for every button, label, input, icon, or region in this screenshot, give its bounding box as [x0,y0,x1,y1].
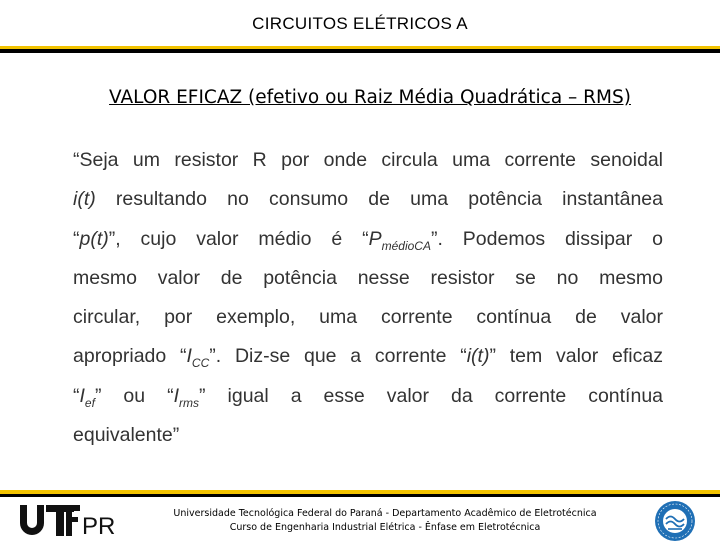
footer-institution [140,507,630,535]
quote-line: “Seja um resistor R por onde circula uma corrente senoidal [73,149,663,171]
svg-text:PR: PR [82,513,116,537]
footer-line-course: Curso de Engenharia Industrial Elétrica - Ênfase em Eletrotécnica [229,522,541,533]
department-seal-icon [654,500,696,542]
utfpr-logo [18,503,128,537]
quote-line: equivalente” [73,424,180,447]
quote-line: “$I_{ef}$” ou “$I_{rms}$” igual a esse valor da corrente contínua [73,384,664,410]
quote-line: apropriado “$I_{CC}$”. Diz-se que a corrente “i(t)” tem valor eficaz [73,345,663,371]
header-divider [0,49,720,53]
page-header-title: CIRCUITOS ELÉTRICOS A [252,14,468,33]
section-title: VALOR EFICAZ (efetivo ou Raiz Média Quadrática – RMS) [109,87,631,108]
quote-line: mesmo valor de potência nesse resistor se no mesmo [73,266,663,289]
quote-line: circular, por exemplo, uma corrente contínua de valor [73,306,663,329]
quote-line: “p(t)”, cujo valor médio é “$P_{médioCA}$”. Podemos dissipar o [73,227,663,253]
quote-line: i(t) resultando no consumo de uma potência instantânea [73,188,663,211]
footer-line-university: Universidade Tecnológica Federal do Paraná - Departamento Acadêmico de Eletrotécnica [173,508,597,519]
definition-quote [73,141,663,455]
footer-divider [0,494,720,497]
